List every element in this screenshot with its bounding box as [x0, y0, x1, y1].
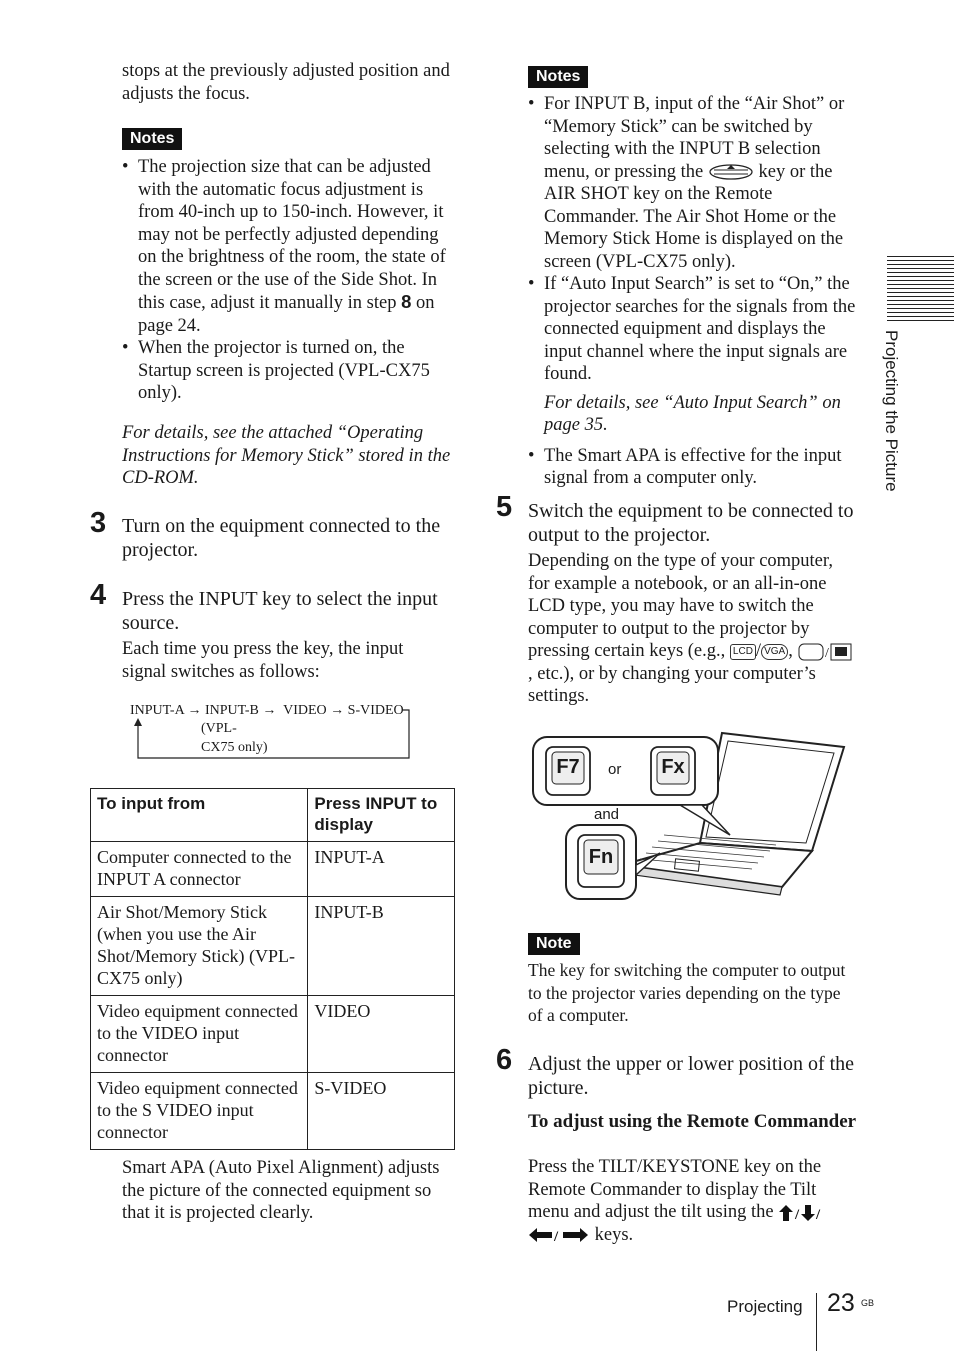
fn-key: Fn [588, 846, 614, 868]
table-cell: INPUT-B [308, 897, 455, 996]
laptop-key-illustration [530, 725, 860, 905]
note-details: For details, see “Auto Input Search” on page 35. [544, 392, 841, 435]
note-item: • For INPUT B, input of the “Air Shot” or “Memory Stick” can be switched by selecting with the INPUT B selection menu, or pressing the key or the AIR SHOT key on the Remote Commander. The Air Shot Home or the Memory Stick Home is displayed on the screen (VPL-CX75 only). [528, 93, 856, 273]
page-suffix: GB [861, 1298, 875, 1308]
table-cell: INPUT-A [308, 842, 455, 897]
remote-heading: To adjust using the Remote Commander [528, 1111, 857, 1132]
footer-section: Projecting [727, 1297, 803, 1316]
table-cell: S-VIDEO [308, 1073, 455, 1150]
vga-key-icon: VGA [761, 644, 788, 660]
step-4-sub: Each time you press the key, the input signal switches as follows: [122, 639, 404, 682]
note-item: • The projection size that can be adjusted with the automatic focus adjustment is from 40-inch up to 150-inch. However, it may not be perfectly adjusted depending on the brightness of the room, the state of the screen or the use of the Side Shot. In this case, adjust it manually in step 8 on page 24. [122, 156, 452, 337]
note-item: • If “Auto Input Search” is set to “On,” the projector searches for the signals from the connected equipment and displays the input channel where the input signals are found. [528, 273, 856, 386]
input-table [90, 788, 455, 1150]
table-row [91, 897, 455, 996]
table-cell: Computer connected to the INPUT A connector [91, 842, 308, 897]
intro-paragraph: stops at the previously adjusted position and adjusts the focus. [122, 61, 450, 104]
notes-label: Notes [122, 127, 182, 150]
memory-stick-key-icon [708, 163, 754, 181]
table-header-row [91, 789, 455, 842]
note-item: • The Smart APA is effective for the input signal from a computer only. [528, 445, 856, 490]
step-4-text: Press the INPUT key to select the input source. [122, 588, 438, 634]
notes-list [122, 156, 452, 405]
monitor-key-icons [797, 642, 853, 662]
input-flow-diagram [130, 702, 415, 762]
step-6-number: 6 [496, 1044, 513, 1076]
step-6-text: Adjust the upper or lower position of the picture. [528, 1053, 855, 1099]
flow-return-arrow [130, 702, 415, 762]
table-cell: Air Shot/Memory Stick (when you use the Air Shot/Memory Stick) (VPL-CX75 only) [91, 897, 308, 996]
svg-text:/: / [816, 1206, 821, 1222]
table-row [91, 1073, 455, 1150]
table-header-cell: Press INPUT to display [308, 789, 455, 842]
step-5-number: 5 [496, 491, 513, 523]
step-3-number: 3 [90, 507, 107, 539]
left-right-arrow-icons [528, 1226, 590, 1244]
fx-key: Fx [661, 756, 685, 778]
lcd-key-icon: LCD [730, 644, 756, 660]
svg-text:/: / [795, 1206, 800, 1222]
smart-apa-paragraph: Smart APA (Auto Pixel Alignment) adjusts the picture of the connected equipment so that it is projected clearly. [122, 1158, 440, 1223]
page-number: 23 [827, 1289, 855, 1317]
note-label: Note [528, 932, 580, 955]
svg-text:/: / [825, 645, 830, 661]
table-cell: VIDEO [308, 996, 455, 1073]
step-3-text: Turn on the equipment connected to the projector. [122, 515, 441, 561]
right-notes-list [528, 93, 856, 490]
note-text: The key for switching the computer to output to the projector varies depending on the type of a computer. [528, 960, 846, 1025]
or-label: or [608, 761, 622, 778]
table-row [91, 996, 455, 1073]
note-item: • When the projector is turned on, the Startup screen is projected (VPL-CX75 only). [122, 337, 452, 405]
step-5-text: Switch the equipment to be connected to output to the projector. [528, 500, 854, 546]
details-note: For details, see the attached “Operating Instructions for Memory Stick” stored in the CD-ROM. [122, 423, 451, 488]
table-row [91, 842, 455, 897]
step-5-sub: Depending on the type of your computer, for example a notebook, or an all-in-one LCD type, you may have to switch the computer to output to the projector by pressing certain keys (e.g., LCD / VGA , / , etc.), or by changing your computer’s settings. [528, 550, 858, 708]
footer-divider [816, 1293, 817, 1351]
remote-text: Press the TILT/KEYSTONE key on the Remote Commander to display the Tilt menu and adjust the tilt using the / / / keys. [528, 1157, 822, 1245]
table-cell: Video equipment connected to the VIDEO input connector [91, 996, 308, 1073]
svg-text:/: / [554, 1229, 559, 1245]
section-tab: Projecting the Picture [882, 330, 901, 492]
table-header-cell: To input from [91, 789, 308, 842]
and-label: and [594, 806, 620, 823]
flow-sequence: INPUT-A → INPUT-B → VIDEO → S-VIDEO [130, 703, 404, 718]
flow-note-line2: CX75 only) [201, 740, 268, 755]
laptop-icon [530, 725, 860, 905]
up-down-arrow-icons [778, 1204, 822, 1222]
right-notes-label: Notes [528, 65, 588, 88]
section-tab-lines [887, 256, 954, 322]
f7-key: F7 [556, 756, 580, 778]
flow-note-line1: (VPL- [201, 721, 237, 736]
step-4-number: 4 [90, 579, 107, 611]
table-cell: Video equipment connected to the S VIDEO input connector [91, 1073, 308, 1150]
